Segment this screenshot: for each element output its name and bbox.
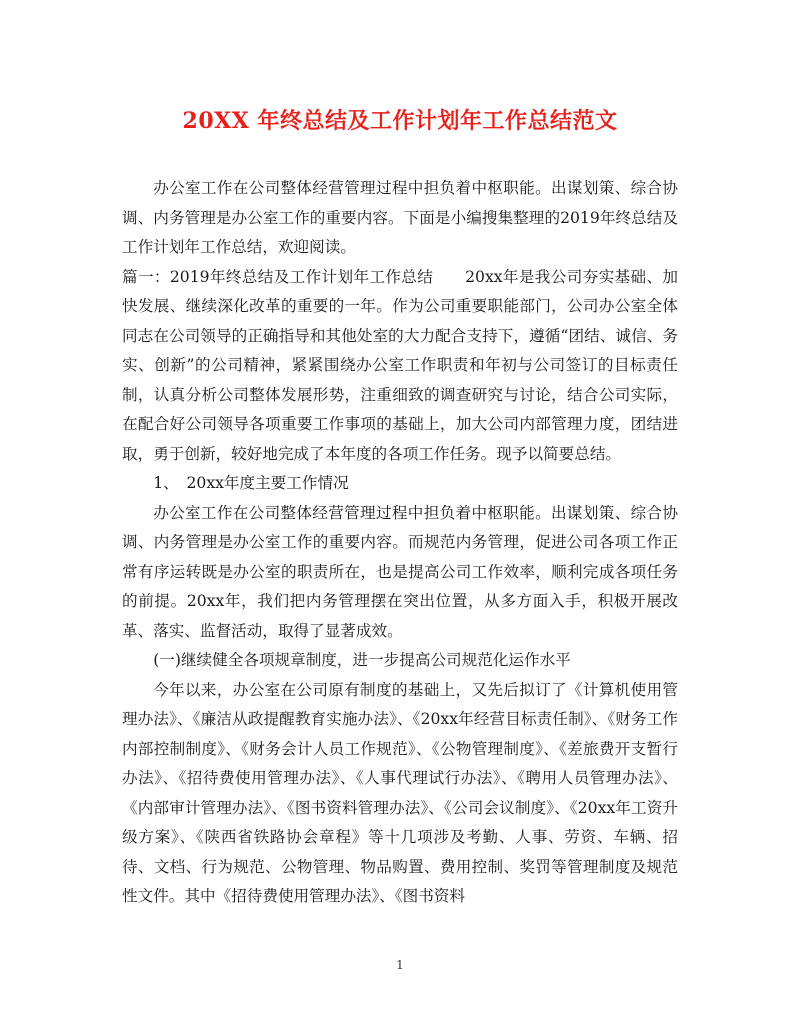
document-title: 20XX 年终总结及工作计划年工作总结范文 (182, 108, 618, 134)
section-paragraph: 办公室工作在公司整体经营管理过程中担负着中枢职能。出谋划策、综合协调、内务管理是办公室工作的重要内容。而规范内务管理，促进公司各项工作正常有序运转既是办公室的职责所在，也是提高公司工作效率，顺利完成各项任务的前提。20xx年，我们把内务管理摆在突出位置，从多方面入手，积极开展改革、落实、监督活动，取得了显著成效。 (122, 503, 678, 640)
article-one-paragraph: 篇一：2019年终总结及工作计划年工作总结 20xx年是我公司夯实基础、加快发展、继续深化改革的重要的一年。作为公司重要职能部门，公司办公室全体同志在公司领导的正确指导和其他处室的大力配合支持下，遵循“团结、诚信、务实、创新”的公司精神，紧紧围绕办公室工作职责和年初与公司签订的目标责任制，认真分析公司整体发展形势，注重细致的调查研究与讨论，结合公司实际，在配合好公司领导各项重要工作事项的基础上，加大公司内部管理力度，团结进取，勇于创新，较好地完成了本年度的各项工作任务。现予以简要总结。 (122, 267, 678, 463)
section-heading: 1、 20xx年度主要工作情况 (153, 474, 349, 492)
page-number: 1 (396, 958, 404, 972)
subsection-paragraph: 今年以来，办公室在公司原有制度的基础上，又先后拟订了《计算机使用管理办法》、《廉洁从政提醒教育实施办法》、《20xx年经营目标责任制》、《财务工作内部控制制度》、《财务会计人员工作规范》、《公物管理制度》、《差旅费开支暂行办法》、《招待费使用管理办法》、《人事代理试行办法》、《聘用人员管理办法》、《内部审计管理办法》、《图书资料管理办法》、《公司会议制度》、《20xx年工资升级方案》、《陕西省铁路协会章程》等十几项涉及考勤、人事、劳资、车辆、招待、文档、行为规范、公物管理、物品购置、费用控制、奖罚等管理制度及规范性文件。其中《招待费使用管理办法》、《图书资料 (122, 680, 678, 905)
intro-paragraph: 办公室工作在公司整体经营管理过程中担负着中枢职能。出谋划策、综合协调、内务管理是办公室工作的重要内容。下面是小编搜集整理的2019年终总结及工作计划年工作总结，欢迎阅读。 (122, 179, 678, 256)
document-body (122, 174, 678, 912)
subsection-heading: (一)继续健全各项规章制度，进一步提高公司规范化运作水平 (153, 651, 571, 669)
